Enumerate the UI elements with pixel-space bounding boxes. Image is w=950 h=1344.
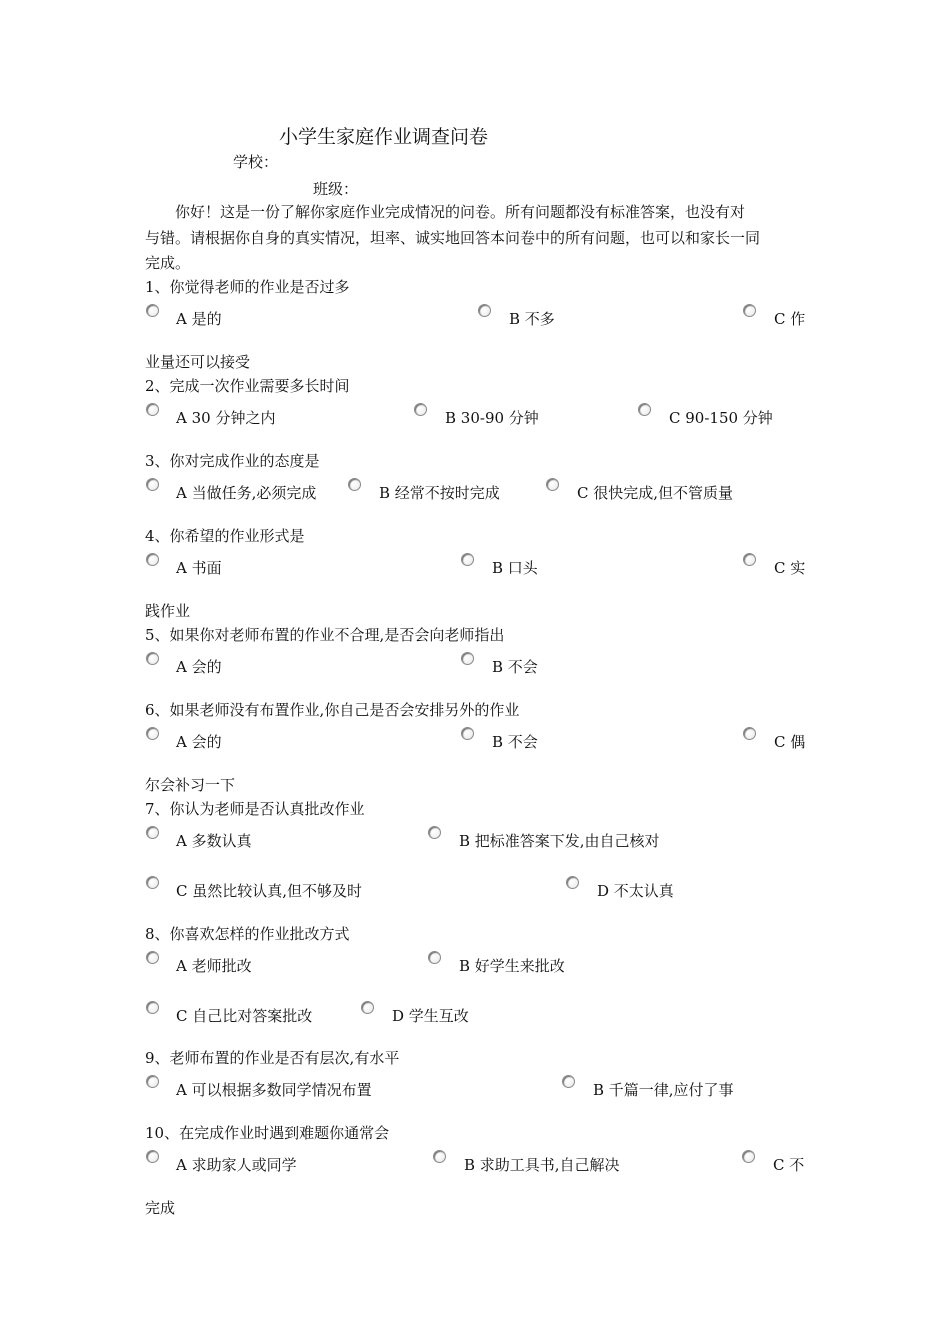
q8-option-b-label: B 好学生来批改 [459,957,565,975]
q2-option-a-label: A 30 分钟之内 [176,409,276,427]
intro-line-2: 与错。请根据你自身的真实情况，坦率、诚实地回答本问卷中的所有问题，也可以和家长一同 [145,229,761,247]
question-1: 1、你觉得老师的作业是否过多 [145,278,350,296]
q7-option-d-label: D 不太认真 [597,882,674,900]
q6-option-c-label: C 偶 [774,733,806,751]
q10-option-a-label: A 求助家人或同学 [176,1156,297,1174]
q3-option-b-label: B 经常不按时完成 [379,484,500,502]
q8-option-d-label: D 学生互改 [392,1007,469,1025]
q2-option-c-radio[interactable] [638,403,651,416]
q4-option-c-label: C 实 [774,559,806,577]
q6-option-b-radio[interactable] [461,727,474,740]
question-4: 4、你希望的作业形式是 [145,527,305,545]
question-3: 3、你对完成作业的态度是 [145,452,320,470]
q3-option-a-radio[interactable] [146,478,159,491]
q4-option-b-label: B 口头 [492,559,538,577]
q2-option-c-label: C 90-150 分钟 [669,409,773,427]
q8-option-c-radio[interactable] [146,1001,159,1014]
q5-option-b-label: B 不会 [492,658,538,676]
q4-option-c-continuation: 践作业 [145,602,191,620]
q7-option-a-label: A 多数认真 [176,832,252,850]
q9-option-b-radio[interactable] [562,1075,575,1088]
question-6: 6、如果老师没有布置作业,你自己是否会安排另外的作业 [145,701,520,719]
question-9: 9、老师布置的作业是否有层次,有水平 [145,1049,400,1067]
q7-option-c-label: C 虽然比较认真,但不够及时 [176,882,363,900]
q1-option-c-label: C 作 [774,310,806,328]
page-title: 小学生家庭作业调查问卷 [279,126,489,148]
q6-option-a-label: A 会的 [176,733,222,751]
q9-option-a-label: A 可以根据多数同学情况布置 [176,1081,372,1099]
q6-option-b-label: B 不会 [492,733,538,751]
q4-option-c-radio[interactable] [743,553,756,566]
q5-option-a-radio[interactable] [146,652,159,665]
q1-option-b-label: B 不多 [509,310,555,328]
q7-option-b-label: B 把标准答案下发,由自己核对 [459,832,660,850]
q7-option-d-radio[interactable] [566,876,579,889]
q8-option-c-label: C 自己比对答案批改 [176,1007,313,1025]
question-5: 5、如果你对老师布置的作业不合理,是否会向老师指出 [145,626,505,644]
question-2: 2、完成一次作业需要多长时间 [145,377,350,395]
q8-option-b-radio[interactable] [428,951,441,964]
q5-option-b-radio[interactable] [461,652,474,665]
q2-option-b-radio[interactable] [414,403,427,416]
q6-option-c-continuation: 尔会补习一下 [145,776,236,794]
q6-option-a-radio[interactable] [146,727,159,740]
question-10: 10、在完成作业时遇到难题你通常会 [145,1124,390,1142]
q3-option-c-label: C 很快完成,但不管质量 [577,484,734,502]
q7-option-b-radio[interactable] [428,826,441,839]
question-8: 8、你喜欢怎样的作业批改方式 [145,925,350,943]
q6-option-c-radio[interactable] [743,727,756,740]
q1-option-c-radio[interactable] [743,304,756,317]
q8-option-a-radio[interactable] [146,951,159,964]
q5-option-a-label: A 会的 [176,658,222,676]
q3-option-a-label: A 当做任务,必须完成 [176,484,317,502]
q8-option-d-radio[interactable] [361,1001,374,1014]
school-label: 学校： [233,153,279,171]
q1-option-c-continuation: 业量还可以接受 [145,353,251,371]
q1-option-a-label: A 是的 [176,310,222,328]
q4-option-b-radio[interactable] [461,553,474,566]
q10-option-c-continuation: 完成 [145,1199,176,1217]
q4-option-a-radio[interactable] [146,553,159,566]
q4-option-a-label: A 书面 [176,559,222,577]
class-label: 班级： [313,180,359,198]
q3-option-b-radio[interactable] [348,478,361,491]
q9-option-b-label: B 千篇一律,应付了事 [593,1081,734,1099]
q10-option-b-radio[interactable] [433,1150,446,1163]
q7-option-a-radio[interactable] [146,826,159,839]
q10-option-a-radio[interactable] [146,1150,159,1163]
q8-option-a-label: A 老师批改 [176,957,252,975]
q10-option-c-label: C 不 [773,1156,805,1174]
q10-option-b-label: B 求助工具书,自己解决 [464,1156,620,1174]
q1-option-b-radio[interactable] [478,304,491,317]
q2-option-b-label: B 30-90 分钟 [445,409,539,427]
q7-option-c-radio[interactable] [146,876,159,889]
q9-option-a-radio[interactable] [146,1075,159,1088]
intro-line-3: 完成。 [145,254,191,272]
q3-option-c-radio[interactable] [546,478,559,491]
q10-option-c-radio[interactable] [742,1150,755,1163]
q1-option-a-radio[interactable] [146,304,159,317]
intro-line-1: 你好！这是一份了解你家庭作业完成情况的问卷。所有问题都没有标准答案，也没有对 [175,203,746,221]
q2-option-a-radio[interactable] [146,403,159,416]
question-7: 7、你认为老师是否认真批改作业 [145,800,365,818]
